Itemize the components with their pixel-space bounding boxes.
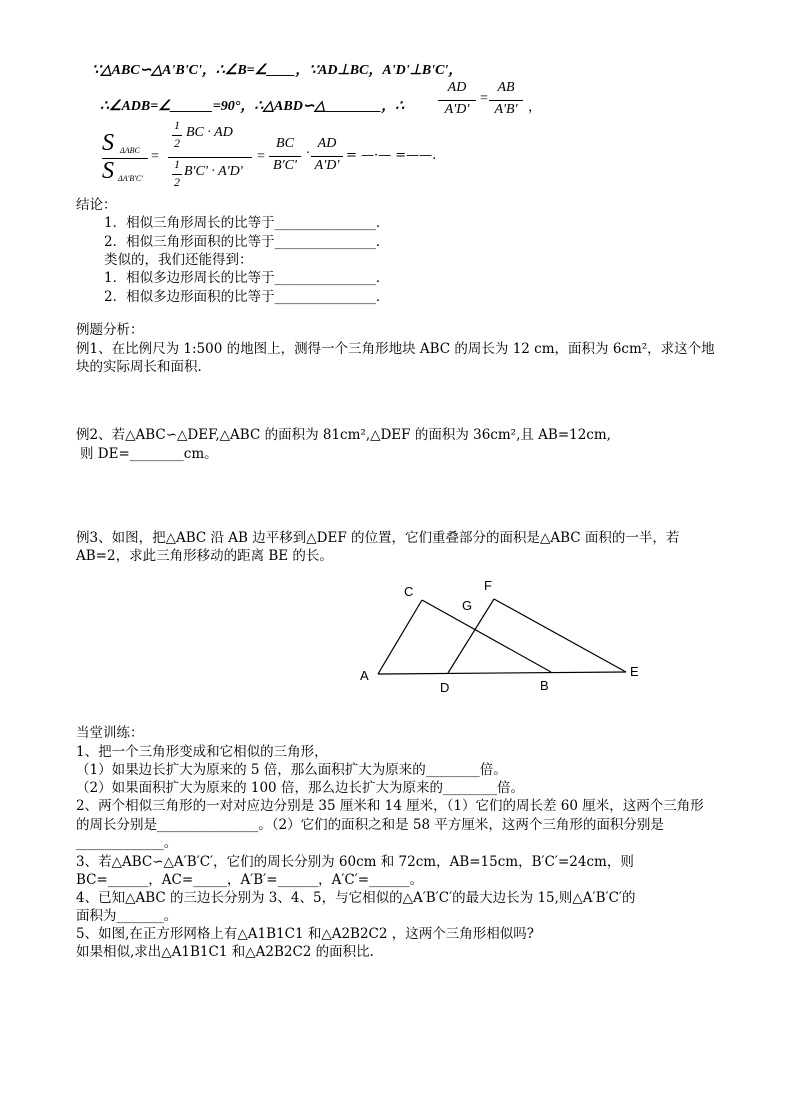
practice-line: 的周长分别是_______________。（2）它们的面积之和是 58 平方厘米，这两个三角形的面积分别是 bbox=[76, 817, 664, 833]
equals-sign: = bbox=[480, 91, 488, 106]
mid-num-2: AD bbox=[317, 136, 337, 151]
point-label-g: G bbox=[462, 598, 473, 613]
frac-bar bbox=[311, 156, 343, 157]
half-den: 2 bbox=[174, 136, 180, 150]
practice-line: _____________。 bbox=[76, 835, 178, 851]
point-label-a: A bbox=[360, 668, 369, 683]
half-num: 1 bbox=[174, 157, 180, 171]
proof-line-2: ∴∠ADB=∠______=90°，∴△ABD∽△________，∴ bbox=[100, 99, 405, 114]
proof-line-2-end: ， bbox=[528, 99, 542, 115]
practice-line: 2、两个相似三角形的一对对应边分别是 35 厘米和 14 厘米，（1）它们的周长差 60 厘米，这两个三角形 bbox=[76, 798, 704, 814]
conclusion-item: 2．相似三角形面积的比等于_______________． bbox=[104, 234, 390, 250]
example-2-line-1: 例2、若△ABC∽△DEF,△ABC 的面积为 81cm²,△DEF 的面积为 36cm²,且 AB=12cm, bbox=[76, 427, 611, 443]
practice-line: 面积为_______。 bbox=[76, 908, 178, 924]
triangle-figure bbox=[350, 570, 650, 700]
bottom-expr: B'C' · A'D' bbox=[184, 164, 243, 179]
practice-title: 当堂训练： bbox=[76, 725, 144, 741]
point-label-f: F bbox=[484, 578, 492, 593]
point-label-c: C bbox=[404, 584, 414, 599]
practice-line: 4、已知△ABC 的三边长分别为 3、4、5，与它相似的△A′B′C′的最大边长为 15,则△A′B′C′的 bbox=[76, 890, 636, 906]
practice-line: 如果相似,求出△A1B1C1 和△A2B2C2 的面积比. bbox=[76, 944, 374, 960]
example-3-line-2: AB=2，求此三角形移动的距离 BE 的长。 bbox=[76, 548, 333, 564]
examples-title: 例题分析： bbox=[76, 322, 144, 338]
conclusion-title: 结论： bbox=[76, 197, 117, 213]
conclusion-item: 1．相似三角形周长的比等于_______________． bbox=[104, 215, 390, 231]
tail-expr: = —·— =——. bbox=[346, 148, 437, 163]
frac-bar bbox=[489, 100, 523, 101]
conclusion-item: 2．相似多边形面积的比等于_______________． bbox=[104, 289, 390, 305]
equals-sign: = bbox=[151, 149, 159, 164]
frac-ad-num: AD bbox=[447, 80, 467, 95]
frac-ab-num: AB bbox=[497, 80, 515, 95]
equals-sign: = bbox=[257, 149, 265, 164]
practice-line: BC=______，AC=_____，A′B′=______，A′C′=______。 bbox=[76, 872, 424, 888]
example-2-line-2: 则 DE=________cm。 bbox=[80, 446, 218, 462]
dot: · bbox=[305, 146, 311, 161]
practice-line: （2）如果面积扩大为原来的 100 倍，那么边长扩大为原来的________倍。 bbox=[76, 780, 524, 796]
example-3-line-1: 例3、如图，把△ABC 沿 AB 边平移到△DEF 的位置，它们重叠部分的面积是△ABC 面积的一半，若 bbox=[76, 530, 680, 546]
mid-den-1: B'C' bbox=[273, 158, 297, 173]
practice-line: （1）如果边长扩大为原来的 5 倍，那么面积扩大为原来的________倍。 bbox=[76, 762, 507, 778]
segment-fe bbox=[494, 599, 626, 672]
practice-line: 5、如图,在正方形网格上有△A1B1C1 和△A2B2C2 ，这两个三角形相似吗? bbox=[76, 926, 534, 942]
point-label-e: E bbox=[630, 664, 639, 679]
point-label-d: D bbox=[440, 680, 450, 695]
frac-bar bbox=[269, 156, 301, 157]
segment-ae bbox=[378, 672, 626, 674]
frac-ab-den: A'B' bbox=[494, 102, 518, 117]
mid-num-1: BC bbox=[276, 136, 294, 151]
example-1-line-2: 块的实际周长和面积． bbox=[76, 359, 211, 375]
s-bottom: S bbox=[102, 158, 114, 184]
mid-den-2: A'D' bbox=[314, 158, 340, 173]
frac-ad-den: A'D' bbox=[444, 102, 470, 117]
example-1-line-1: 例1、在比例尺为 1:500 的地图上，测得一个三角形地块 ABC 的周长为 12 cm，面积为 6cm²，求这个地 bbox=[76, 341, 715, 357]
point-label-b: B bbox=[540, 678, 549, 693]
s-sub-bottom: ΔA'B'C' bbox=[118, 174, 143, 183]
segment-ac bbox=[378, 600, 422, 674]
conclusion-item: 类似的，我们还能得到： bbox=[104, 252, 253, 268]
proof-line-1: ∵△ABC∽△A'B'C'，∴∠B=∠____，∵AD⊥BC，A'D'⊥B'C'， bbox=[92, 63, 463, 78]
half-num: 1 bbox=[174, 118, 180, 132]
frac-bar bbox=[438, 100, 476, 101]
top-expr: BC · AD bbox=[186, 125, 233, 140]
practice-line: 1、把一个三角形变成和它相似的三角形， bbox=[76, 744, 328, 760]
half-den: 2 bbox=[174, 175, 180, 189]
practice-line: 3、若△ABC∽△A′B′C′，它们的周长分别为 60cm 和 72cm，AB=15cm，B′C′=24cm，则 bbox=[76, 854, 634, 870]
s-top: S bbox=[102, 130, 114, 156]
s-sub-top: ΔABC bbox=[120, 146, 140, 155]
conclusion-item: 1．相似多边形周长的比等于_______________． bbox=[104, 270, 390, 286]
